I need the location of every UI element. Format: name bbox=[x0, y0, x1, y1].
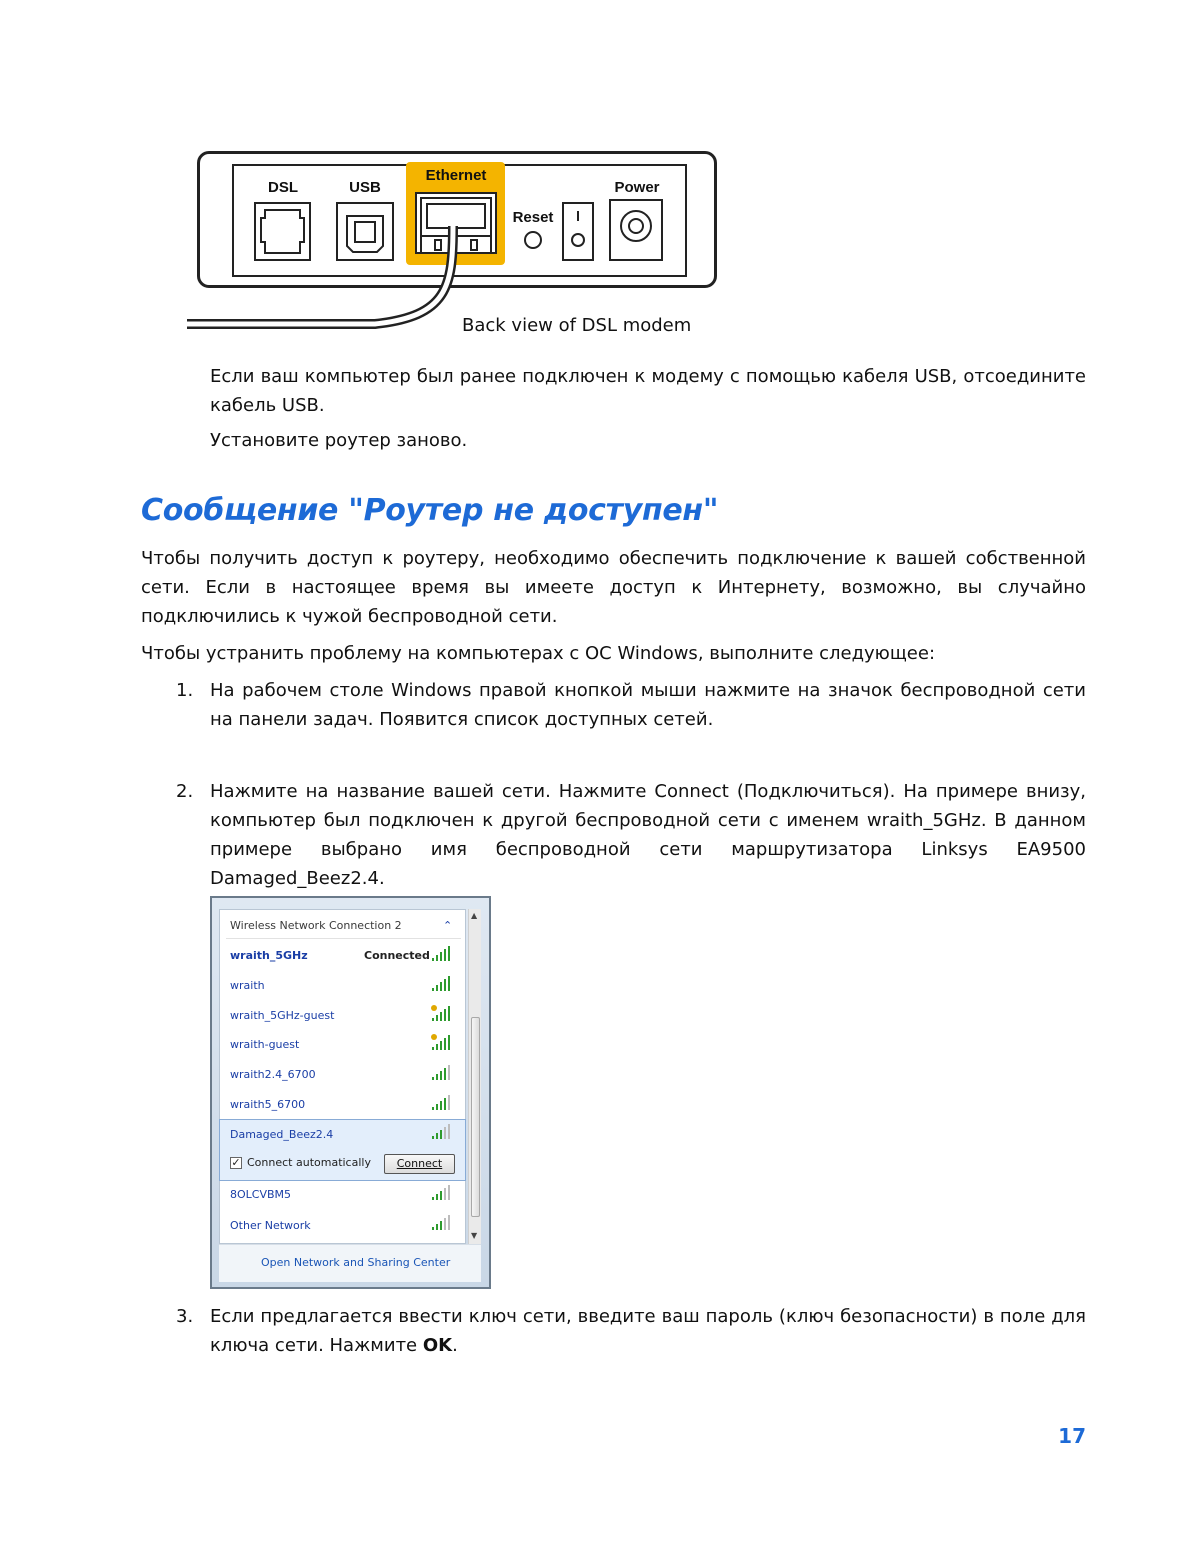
ok-emphasis: OK bbox=[422, 1335, 453, 1356]
port-label-usb: USB bbox=[349, 179, 381, 196]
connect-button[interactable]: Connect bbox=[384, 1154, 455, 1174]
step-number: 2. bbox=[176, 781, 194, 802]
scroll-up-arrow-icon[interactable]: ▲ bbox=[471, 911, 478, 920]
wireless-networks-screenshot bbox=[210, 896, 491, 1289]
connect-automatically-checkbox[interactable]: ✓ bbox=[231, 1156, 241, 1169]
step-text: Нажмите на название вашей сети. Нажмите Connect (Подключиться). На примере внизу, компьютер был подключен к другой беспроводной сети с именем wraith_5GHz. В данном примере выбрано имя беспроводной сети маршрутизатора Linksys EA9500 Damaged_Beez2.4. bbox=[210, 781, 1086, 889]
network-item[interactable]: 8OLCVBM5 bbox=[230, 1188, 292, 1201]
scroll-thumb[interactable] bbox=[471, 1017, 480, 1217]
collapse-chevron-icon[interactable]: ⌃ bbox=[443, 919, 453, 932]
step-text-end: . bbox=[452, 1335, 458, 1356]
network-item[interactable]: wraith_5GHz-guest bbox=[230, 1009, 335, 1022]
network-sharing-center-link[interactable]: Open Network and Sharing Center bbox=[261, 1256, 451, 1269]
power-jack-icon bbox=[610, 200, 662, 260]
network-list-scrollbar[interactable] bbox=[468, 909, 481, 1244]
network-item[interactable]: wraith-guest bbox=[230, 1038, 300, 1051]
section-paragraph-access: Чтобы получить доступ к роутеру, необходимо обеспечить подключение к вашей собственной сети. Если в настоящее время вы имеете доступ к Интернету, возможно, вы случайно подключились к чужой беспроводной сети. bbox=[141, 548, 1086, 627]
intro-paragraph-reinstall: Установите роутер заново. bbox=[210, 430, 468, 451]
signal-strength-icons bbox=[430, 946, 456, 1246]
usb-port-icon bbox=[337, 203, 393, 260]
network-item[interactable]: wraith2.4_6700 bbox=[230, 1068, 316, 1081]
port-label-ethernet: Ethernet bbox=[425, 167, 487, 184]
section-heading: Сообщение "Роутер не доступен" bbox=[141, 493, 719, 528]
figure-caption: Back view of DSL modem bbox=[462, 315, 692, 336]
network-item[interactable]: wraith5_6700 bbox=[230, 1098, 306, 1111]
step-text-main: Если предлагается ввести ключ сети, введите ваш пароль (ключ безопасности) в поле для ключа сети. Нажмите bbox=[210, 1306, 1086, 1356]
connect-automatically-label: Connect automatically bbox=[247, 1156, 371, 1169]
reset-button-icon bbox=[525, 232, 541, 248]
intro-paragraph-usb: Если ваш компьютер был ранее подключен к модему с помощью кабеля USB, отсоедините кабель USB. bbox=[210, 366, 1086, 416]
step-text bbox=[210, 1302, 1086, 1360]
section-paragraph-windows: Чтобы устранить проблему на компьютерах с ОС Windows, выполните следующее: bbox=[141, 643, 936, 664]
port-label-power: Power bbox=[614, 179, 660, 196]
port-label-reset: Reset bbox=[512, 209, 554, 226]
power-switch-icon bbox=[563, 203, 593, 260]
network-item[interactable]: wraith bbox=[230, 979, 265, 992]
dsl-modem-figure bbox=[185, 148, 725, 343]
port-label-dsl: DSL bbox=[268, 179, 298, 196]
page-number: 17 bbox=[1058, 1424, 1086, 1448]
step-number: 3. bbox=[176, 1306, 194, 1327]
selected-network-name[interactable]: Damaged_Beez2.4 bbox=[230, 1128, 334, 1141]
adapter-header: Wireless Network Connection 2 bbox=[230, 919, 402, 932]
scroll-down-arrow-icon[interactable]: ▼ bbox=[471, 1231, 478, 1240]
step-text: На рабочем столе Windows правой кнопкой мыши нажмите на значок беспроводной сети на панели задач. Появится список доступных сетей. bbox=[210, 680, 1086, 730]
modem-ports-drawing bbox=[185, 148, 725, 343]
ethernet-cable bbox=[187, 226, 453, 324]
step-number: 1. bbox=[176, 680, 194, 701]
network-item-connected[interactable]: wraith_5GHz bbox=[230, 949, 308, 962]
connected-status: Connected bbox=[364, 949, 430, 962]
network-item-other[interactable]: Other Network bbox=[230, 1219, 311, 1232]
dsl-port-icon bbox=[255, 203, 310, 260]
divider bbox=[226, 938, 461, 939]
